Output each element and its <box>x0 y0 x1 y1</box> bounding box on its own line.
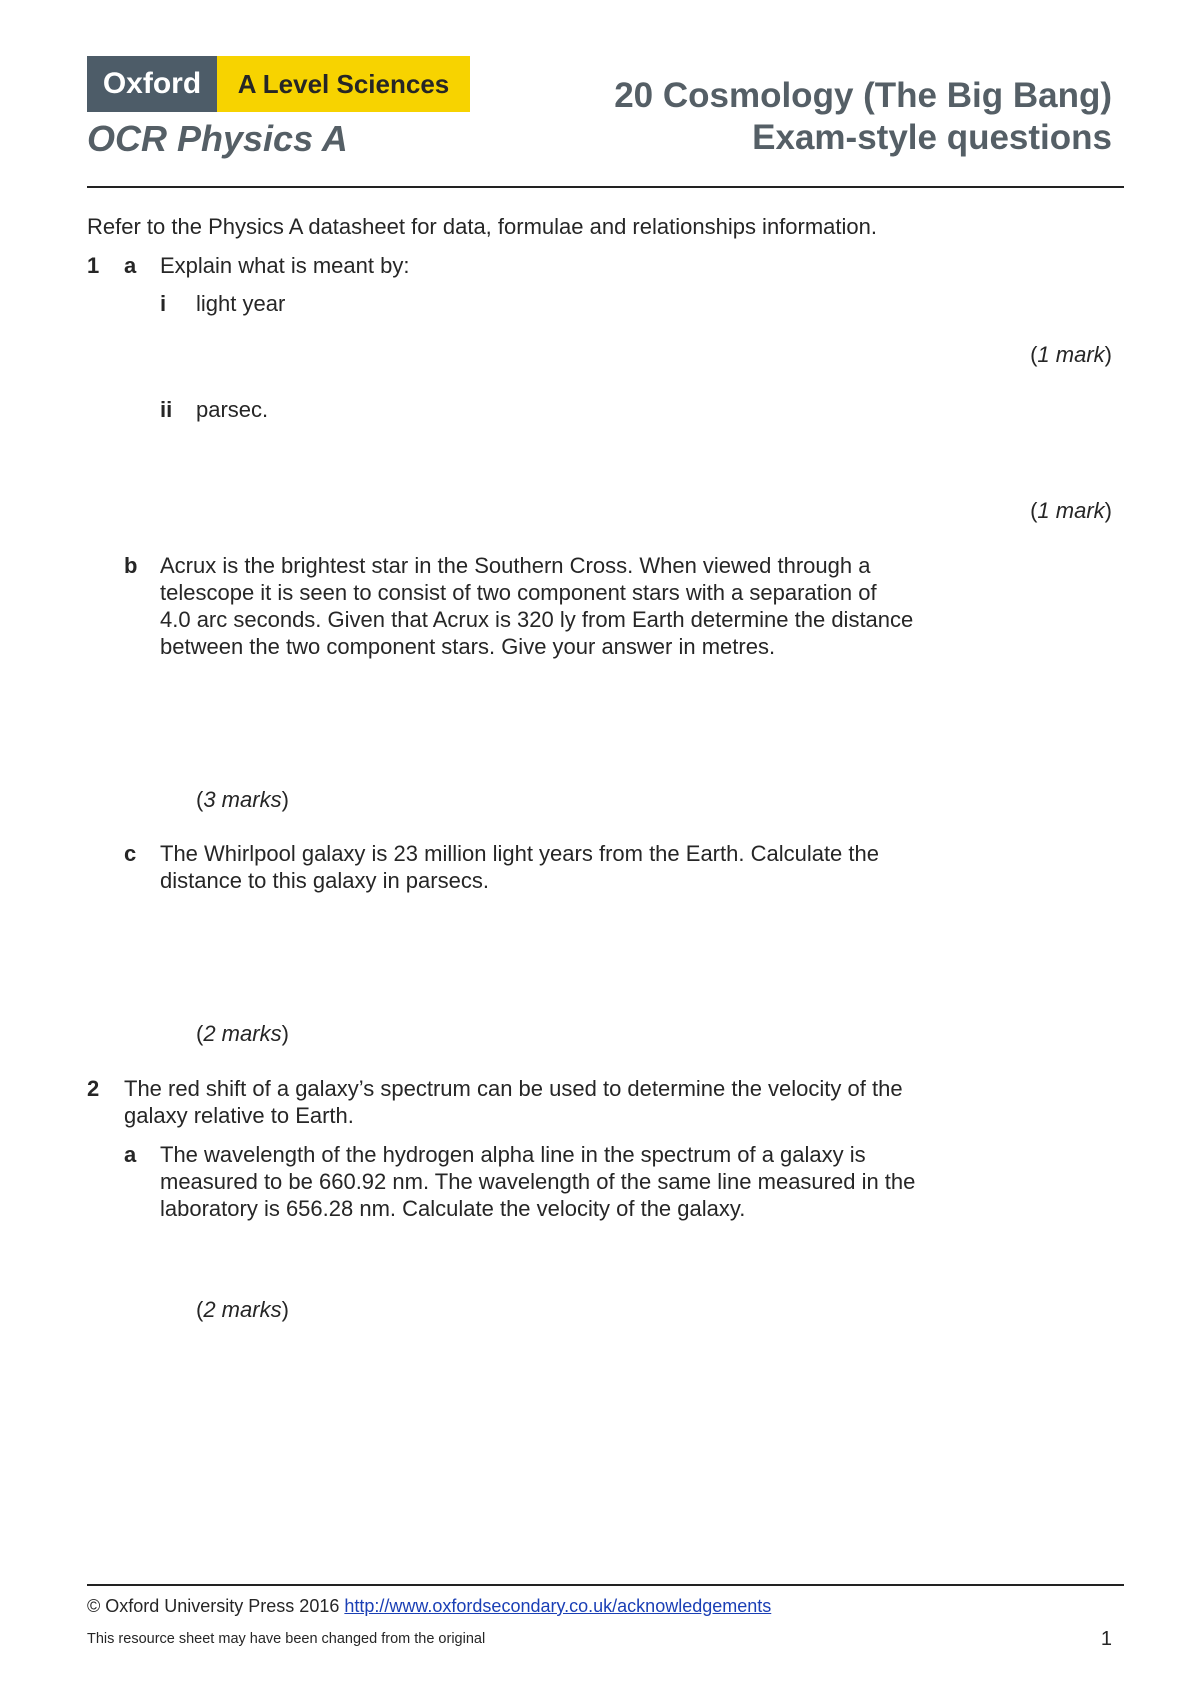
subject-title: OCR Physics A <box>87 118 348 159</box>
text-line: laboratory is 656.28 nm. Calculate the velocity of the galaxy. <box>160 1196 746 1221</box>
logo-oxford-text: Oxford <box>87 56 217 112</box>
copyright-text: © Oxford University Press 2016 <box>87 1596 340 1616</box>
question-2a-letter: a <box>124 1142 137 1167</box>
text-line: measured to be 660.92 nm. The wavelength of the same line measured in the <box>160 1169 916 1194</box>
question-1aii-marks: (1 mark) <box>1030 498 1112 523</box>
chapter-title: 20 Cosmology (The Big Bang) <box>614 76 1112 115</box>
question-2-text <box>124 1075 903 1129</box>
text-line: galaxy relative to Earth. <box>124 1103 354 1128</box>
question-1a-text: Explain what is meant by: <box>160 253 410 278</box>
question-2-number: 2 <box>87 1076 100 1101</box>
text-line: Acrux is the brightest star in the Southern Cross. When viewed through a <box>160 553 871 578</box>
text-line: The red shift of a galaxy’s spectrum can be used to determine the velocity of the <box>124 1076 903 1101</box>
header-divider <box>87 186 1124 188</box>
footer-note: This resource sheet may have been changed from the original <box>87 1631 486 1647</box>
intro-text: Refer to the Physics A datasheet for data, formulae and relationships information. <box>87 214 878 239</box>
question-1b-text <box>160 552 913 660</box>
question-1b-marks: (3 marks) <box>196 787 289 812</box>
question-1c-letter: c <box>124 841 137 866</box>
question-1ai-text: light year <box>196 291 286 316</box>
text-line: The Whirlpool galaxy is 23 million light years from the Earth. Calculate the <box>160 841 879 866</box>
question-1ai-label: i <box>160 291 167 316</box>
marks-value: 2 marks <box>203 1297 282 1322</box>
question-1ai-marks: (1 mark) <box>1030 342 1112 367</box>
question-1b-letter: b <box>124 553 138 578</box>
marks-value: 3 marks <box>203 787 282 812</box>
question-1aii-label: ii <box>160 397 173 422</box>
question-1c-marks: (2 marks) <box>196 1021 289 1046</box>
page-number: 1 <box>1100 1628 1112 1650</box>
question-2a-text <box>160 1141 915 1222</box>
question-1aii-text: parsec. <box>196 397 269 422</box>
footer-divider <box>87 1584 1124 1586</box>
marks-value: 2 marks <box>203 1021 282 1046</box>
question-1-number: 1 <box>87 253 100 278</box>
marks-value: 1 mark <box>1037 342 1105 367</box>
text-line: 4.0 arc seconds. Given that Acrux is 320 ly from Earth determine the distance <box>160 607 914 632</box>
logo-sciences-text: A Level Sciences <box>217 56 470 112</box>
acknowledgements-link[interactable]: http://www.oxfordsecondary.co.uk/acknowledgements <box>344 1596 772 1616</box>
text-line: between the two component stars. Give your answer in metres. <box>160 634 776 659</box>
text-line: The wavelength of the hydrogen alpha line in the spectrum of a galaxy is <box>160 1142 866 1167</box>
footer-copyright <box>87 1596 771 1617</box>
question-2a-marks: (2 marks) <box>196 1297 289 1322</box>
text-line: distance to this galaxy in parsecs. <box>160 868 489 893</box>
marks-value: 1 mark <box>1037 498 1105 523</box>
text-line: telescope it is seen to consist of two component stars with a separation of <box>160 580 877 605</box>
oxford-logo <box>87 56 470 112</box>
question-1c-text <box>160 840 879 894</box>
question-1a-letter: a <box>124 253 137 278</box>
chapter-subtitle: Exam-style questions <box>752 118 1112 157</box>
